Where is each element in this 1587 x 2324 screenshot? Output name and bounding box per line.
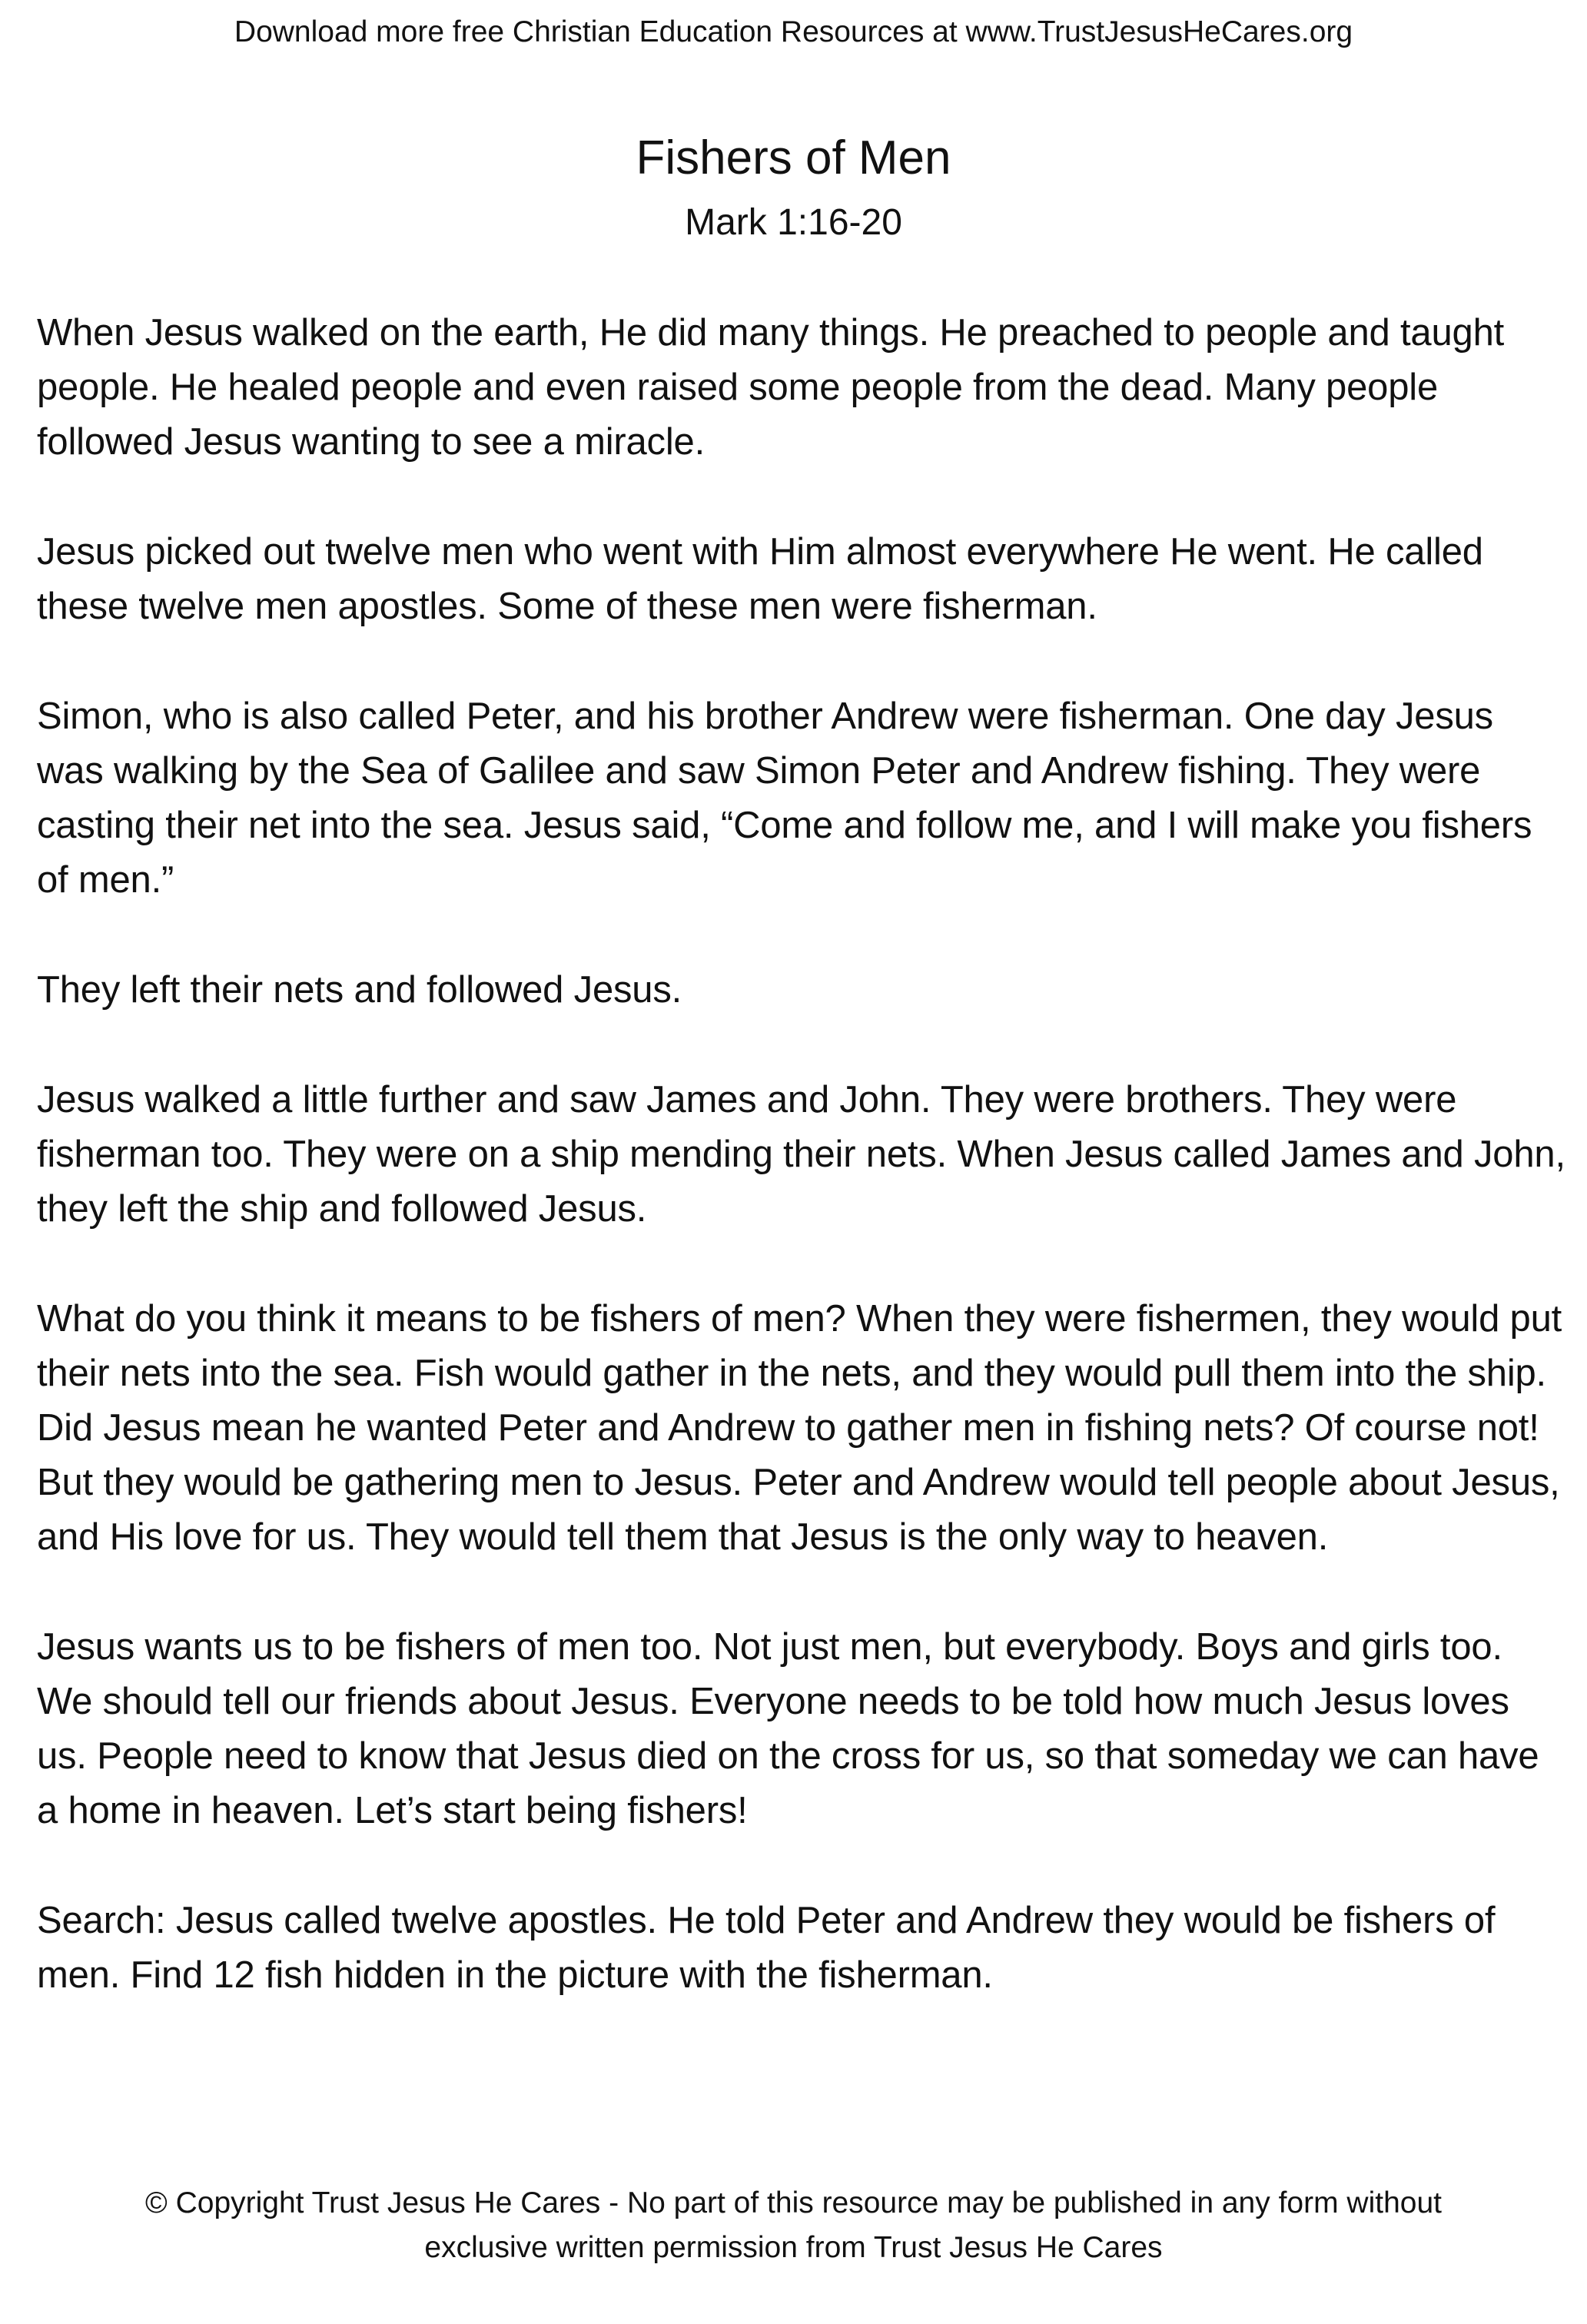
page-title: Fishers of Men <box>636 131 951 184</box>
paragraph-left-nets: They left their nets and followed Jesus. <box>37 969 682 1011</box>
story-body <box>37 306 1566 2058</box>
paragraph-meaning: What do you think it means to be fishers of men? When they were fishermen, they would put their nets into the sea. Fish would gather in the nets, and they would pull them into the ship. Did Jesus mean he wanted Peter and Andrew to gather men in fishing nets? Of course not! But they would be gathering men to Jesus. Peter and Andrew would tell people about Jesus, and His love for us. They would tell them that Jesus is the only way to heaven. <box>37 1298 1562 1558</box>
scripture-reference: Mark 1:16-20 <box>685 202 902 243</box>
paragraph-james-john: Jesus walked a little further and saw James and John. They were brothers. They were fisherman too. They were on a ship mending their nets. When Jesus called James and John, they left the ship and followed Jesus. <box>37 1079 1565 1230</box>
paragraph-simon-andrew: Simon, who is also called Peter, and his brother Andrew were fisherman. One day Jesus was walking by the Sea of Galilee and saw Simon Peter and Andrew fishing. They were casting their net into the sea. Jesus said, “Come and follow me, and I will make you fishers of men.” <box>37 696 1532 901</box>
download-resources-link[interactable]: Download more free Christian Education Resources at www.TrustJesusHeCares.org <box>234 15 1353 48</box>
paragraph-application: Jesus wants us to be fishers of men too. Not just men, but everybody. Boys and girls too. We should tell our friends about Jesus. Everyone needs to be told how much Jesus loves us. People need to know that Jesus died on the cross for us, so that someday we can have a home in heaven. Let’s start being fishers! <box>37 1626 1539 1831</box>
copyright-footer <box>0 2181 1587 2270</box>
copyright-line-1: © Copyright Trust Jesus He Cares - No part of this resource may be published in any form without <box>145 2186 1442 2219</box>
paragraph-apostles: Jesus picked out twelve men who went with Him almost everywhere He went. He called these twelve men apostles. Some of these men were fisherman. <box>37 531 1483 627</box>
paragraph-intro: When Jesus walked on the earth, He did many things. He preached to people and taught people. He healed people and even raised some people from the dead. Many people followed Jesus wanting to see a miracle. <box>37 312 1505 463</box>
copyright-line-2: exclusive written permission from Trust Jesus He Cares <box>424 2231 1163 2264</box>
paragraph-search-activity: Search: Jesus called twelve apostles. He told Peter and Andrew they would be fishers of men. Find 12 fish hidden in the picture with the fisherman. <box>37 1900 1496 1996</box>
